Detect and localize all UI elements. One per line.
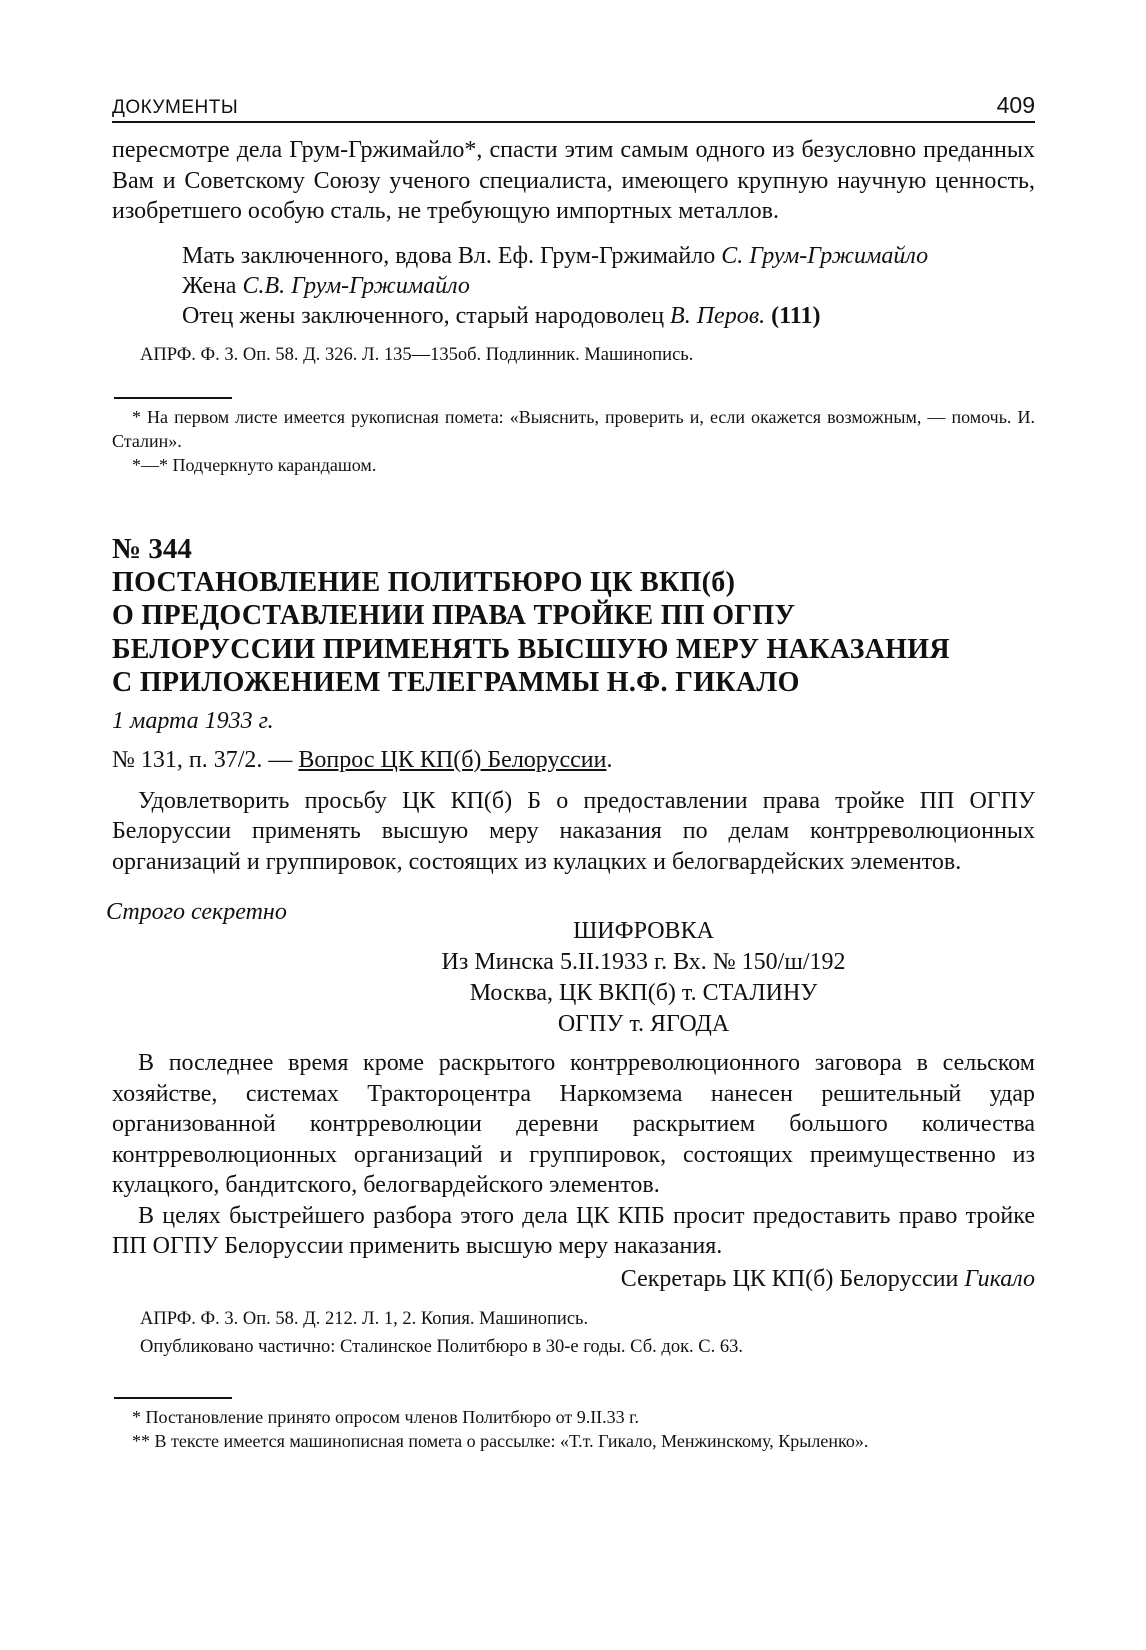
document-reference-number: (111): [771, 302, 821, 329]
archive-reference: АПРФ. Ф. 3. Оп. 58. Д. 212. Л. 1, 2. Копия. Машинопись.: [140, 1308, 589, 1329]
document-title: [112, 566, 1035, 700]
title-line: БЕЛОРУССИИ ПРИМЕНЯТЬ ВЫСШУЮ МЕРУ НАКАЗАНИЯ: [112, 633, 950, 665]
telegram-paragraph: В последнее время кроме раскрытого контрреволюционного заговора в сельском хозяйстве, системах Трактороцентра Наркомзема нанесен решительный удар организованной контрреволюции деревни раскрытием большого количества контрреволюционных организаций и группировок, состоящих преимущественно из кулацкого, бандитского, белогвардейского элементов.: [112, 1050, 1035, 1198]
footnotes-block: [112, 1405, 1035, 1453]
publication-note: Опубликовано частично: Сталинское Политбюро в 30-е годы. Сб. док. С. 63.: [140, 1336, 744, 1357]
telegram-heading-line: ОГПУ т. ЯГОДА: [557, 1011, 730, 1037]
title-line: О ПРЕДОСТАВЛЕНИИ ПРАВА ТРОЙКЕ ПП ОГПУ: [112, 600, 796, 631]
signatory-father-in-law: Отец жены заключенного, старый народоволец В. Перов. (111): [182, 302, 821, 329]
page-number: 409: [996, 92, 1035, 118]
archive-reference: АПРФ. Ф. 3. Оп. 58. Д. 326. Л. 135—135об. Подлинник. Машинопись.: [140, 344, 694, 365]
signatories-block: [182, 241, 1035, 331]
title-line: ПОСТАНОВЛЕНИЕ ПОЛИТБЮРО ЦК ВКП(б): [112, 566, 736, 598]
footnote: *—* Подчеркнуто карандашом.: [132, 454, 377, 475]
continuation-paragraph: пересмотре дела Грум-Гржимайло*, спасти этим самым одного из безусловно преданных Вам и Советскому Союзу ученого специалиста, имеющего крупную научную ценность, изобретшего особую сталь, не требующую импортных металлов.: [112, 137, 1035, 224]
footnote: * Постановление принято опросом членов Политбюро от 9.II.33 г.: [132, 1406, 640, 1427]
resolution-paragraph: Удовлетворить просьбу ЦК КП(б) Б о предоставлении права тройке ПП ОГПУ Белоруссии применять высшую меру наказания по делам контрреволюционных организаций и группировок, состоящих из кулацких и белогвардейских элементов.: [112, 787, 1035, 875]
document-page: [106, 92, 1035, 1453]
footnote: ** В тексте имеется машинописная помета о рассылке: «Т.т. Гикало, Менжинскому, Крыленко».: [132, 1430, 869, 1451]
document-number: № 344: [112, 532, 192, 565]
signatory-wife: Жена С.В. Грум-Гржимайло: [182, 272, 470, 299]
footnote-divider: [114, 397, 232, 399]
footnote-divider: [114, 1397, 232, 1399]
document-date: 1 марта 1933 г.: [112, 707, 274, 734]
protocol-subject: Вопрос ЦК КП(б) Белоруссии: [298, 746, 607, 773]
title-line: С ПРИЛОЖЕНИЕМ ТЕЛЕГРАММЫ Н.Ф. ГИКАЛО: [112, 667, 800, 698]
telegram-paragraph: В целях быстрейшего разбора этого дела ЦК КПБ просит предоставить право тройке ПП ОГПУ Белоруссии применить высшую меру наказания.: [112, 1202, 1035, 1259]
running-header: [112, 92, 1035, 123]
section-title: ДОКУМЕНТЫ: [112, 97, 239, 118]
archive-references-2: [140, 1305, 1035, 1361]
telegram-heading: [112, 916, 1035, 1040]
telegram-heading-line: Москва, ЦК ВКП(б) т. СТАЛИНУ: [469, 980, 818, 1006]
telegram-signature: Секретарь ЦК КП(б) Белоруссии Гикало: [620, 1265, 1035, 1292]
signatory-mother: Мать заключенного, вдова Вл. Еф. Грум-Гржимайло С. Грум-Гржимайло: [182, 242, 929, 269]
footnotes-block: [112, 405, 1035, 477]
telegram-heading-line: ШИФРОВКА: [573, 918, 714, 944]
classification-label: Строго секретно: [106, 899, 287, 925]
footnote: * На первом листе имеется рукописная помета: «Выяснить, проверить и, если окажется возможным, — помочь. И. Сталин».: [112, 406, 1035, 451]
telegram-heading-line: Из Минска 5.II.1933 г. Вх. № 150/ш/192: [441, 949, 846, 975]
protocol-reference: № 131, п. 37/2. — Вопрос ЦК КП(б) Белоруссии.: [112, 746, 613, 773]
